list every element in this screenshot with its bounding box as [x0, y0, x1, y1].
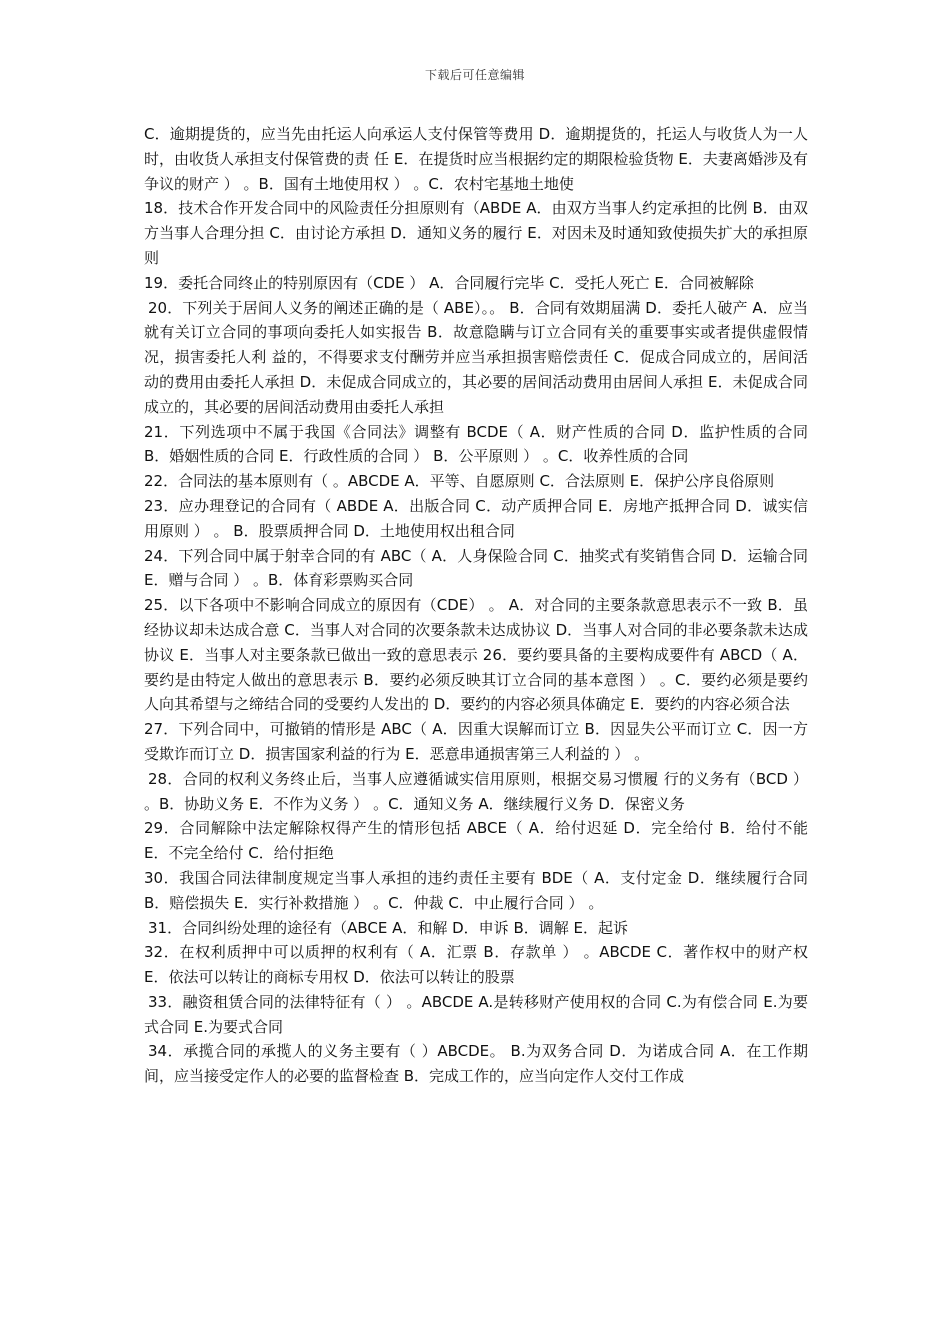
paragraph-item-18: 18．技术合作开发合同中的风险责任分担原则有（ABDE A．由双方当事人约定承担的比例 B．由双方当事人合理分担 C．由讨论方承担 D．通知义务的履行 E．对因未及时通知致使损失扩大的承担原则: [144, 199, 808, 267]
paragraph-item-24: 24．下列合同中属于射幸合同的有 ABC（ A．人身保险合同 C．抽奖式有奖销售合同 D．运输合同 E．赠与合同 ） 。B．体育彩票购买合同: [144, 546, 808, 590]
paragraph-item-20: 20．下列关于居间人义务的阐述正确的是（ ABE）。。 B．合同有效期届满 D．委托人破产 A．应当就有关订立合同的事项向委托人如实报告 B．故意隐瞒与订立合同有关的重要事实或者提供虚假情况，损害委托人利 益的，不得要求支付酬劳并应当承担损害赔偿责任 C．促成合同成立的，居间活动的费用由委托人承担 D．未促成合同成立的，其必要的居间活动费用由居间人承担 E．未促成合同成立的，其必要的居间活动费用由委托人承担: [144, 298, 808, 416]
paragraph-item-30: 30．我国合同法律制度规定当事人承担的违约责任主要有 BDE（ A．支付定金 D．继续履行合同 B．赔偿损失 E．实行补救措施 ） 。C．仲裁 C．中止履行合同 ） 。: [144, 868, 808, 912]
paragraph-item-17-continued: C．逾期提货的，应当先由托运人向承运人支付保管等费用 D．逾期提货的，托运人与收货人为一人时，由收货人承担支付保管费的责 任 E．在提货时应当根据约定的期限检验货物 E．夫妻离婚涉及有争议的财产 ） 。B．国有土地使用权 ） 。C．农村宅基地土地使: [144, 125, 808, 193]
paragraph-item-29: 29．合同解除中法定解除权得产生的情形包括 ABCE（ A．给付迟延 D．完全给付 B．给付不能 E．不完全给付 C．给付拒绝: [144, 819, 808, 863]
paragraph-item-22: 22．合同法的基本原则有（ 。ABCDE A．平等、自愿原则 C．合法原则 E．保护公序良俗原则: [144, 472, 775, 491]
document-body: [144, 122, 808, 1089]
paragraph-item-27: 27．下列合同中，可撤销的情形是 ABC（ A．因重大误解而订立 B．因显失公平而订立 C．因一方受欺诈而订立 D．损害国家利益的行为 E．恶意串通损害第三人利益的 ） 。: [144, 720, 808, 763]
paragraph-item-28: 28．合同的权利义务终止后，当事人应遵循诚实信用原则，根据交易习惯履 行的义务有（BCD ） 。B．协助义务 E．不作为义务 ） 。C．通知义务 A．继续履行义务 D．保密义务: [144, 769, 808, 813]
paragraph-item-32: 32．在权利质押中可以质押的权利有（ A．汇票 B．存款单 ） 。ABCDE C．著作权中的财产权 E．依法可以转让的商标专用权 D．依法可以转让的股票: [144, 943, 808, 987]
paragraph-item-21: 21．下列选项中不属于我国《合同法》调整有 BCDE（ A．财产性质的合同 D．监护性质的合同 B．婚姻性质的合同 E．行政性质的合同 ） B．公平原则 ） 。C．收养性质的合同: [144, 422, 808, 466]
page-header: 下载后可任意编辑: [424, 68, 525, 82]
paragraph-item-34: 34．承揽合同的承揽人的义务主要有（ ）ABCDE。 B.为双务合同 D．为诺成合同 A．在工作期间，应当接受定作人的必要的监督检查 B．完成工作的，应当向定作人交付工作成: [144, 1042, 808, 1086]
paragraph-item-19: 19．委托合同终止的特别原因有（CDE ） A．合同履行完毕 C．受托人死亡 E．合同被解除: [144, 273, 754, 292]
paragraph-item-31: 31．合同纠纷处理的途径有（ABCE A．和解 D．申诉 B．调解 E．起诉: [148, 918, 628, 937]
paragraph-item-33: 33．融资租赁合同的法律特征有（ ） 。ABCDE A.是转移财产使用权的合同 C.为有偿合同 E.为要式合同 E.为要式合同: [144, 992, 808, 1036]
paragraph-item-23: 23．应办理登记的合同有（ ABDE A．出版合同 C．动产质押合同 E．房地产抵押合同 D．诚实信用原则 ） 。 B．股票质押合同 D．土地使用权出租合同: [144, 496, 808, 540]
paragraph-item-25-26: 25．以下各项中不影响合同成立的原因有（CDE） 。 A．对合同的主要条款意思表示不一致 B．虽经协议却未达成合意 C．当事人对合同的次要条款未达成协议 D．当事人对合同的非必要条款未达成协议 E．当事人对主要条款已做出一致的意思表示 26．要约要具备的主要构成要件有 ABCD（ A．要约是由特定人做出的意思表示 B．要约必须反映其订立合同的基本意图 ） 。C．要约必须是要约人向其希望与之缔结合同的受要约人发出的 D．要约的内容必须具体确定 E．要约的内容必须合法: [144, 596, 808, 714]
